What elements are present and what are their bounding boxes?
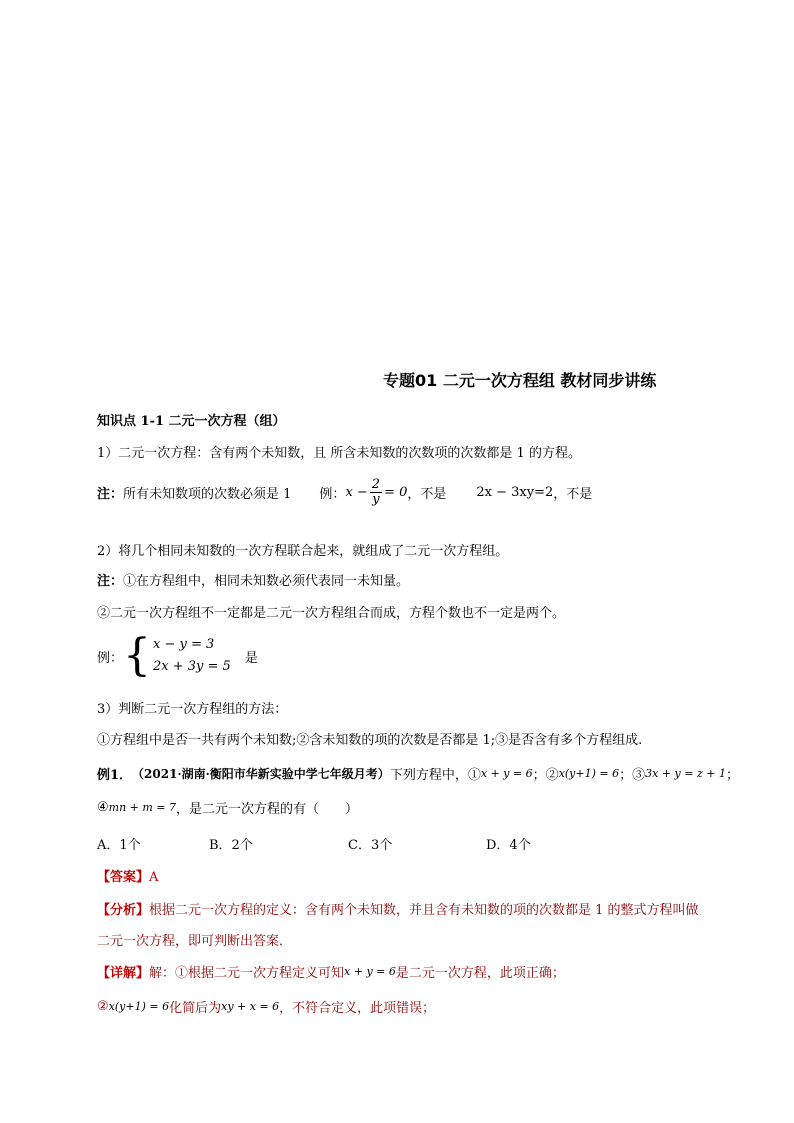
detail-line2-b: 化简后为 <box>169 1001 222 1016</box>
option-a: A．1个 <box>97 838 141 853</box>
detail-line1-a: 解：①根据二元一次方程定义可知 <box>149 966 345 981</box>
analysis-line1 <box>97 899 699 918</box>
note-2-prefix: 注： <box>97 574 124 589</box>
example-1-mid1: ；② <box>532 768 559 783</box>
left-brace-icon: { <box>123 630 152 681</box>
example-system-suffix: 是 <box>244 650 258 666</box>
note-2b: ②二元一次方程组不一定都是二元一次方程组合而成，方程个数也不一定是两个。 <box>97 606 566 621</box>
detail-line2-c: ，不符合定义，此项错误； <box>279 1001 436 1016</box>
detail-line1-b: 是二元一次方程，此项正确； <box>395 966 565 981</box>
analysis-line2: 二元一次方程，即可判断出答案． <box>97 934 293 949</box>
system-eq1: x − y = 3 <box>153 637 215 652</box>
definition-1: 1）二元一次方程：含有两个未知数，且 所含未知数的次数项的次数都是 1 的方程。 <box>97 446 581 461</box>
example-1-label: 例1． <box>97 768 133 783</box>
note-1-prefix: 注： <box>97 487 124 502</box>
option-c: C．3个 <box>348 838 393 853</box>
example-1-line2-prefix: ④ <box>97 800 109 815</box>
example-1-mid2: ；③ <box>619 768 646 783</box>
option-d: D．4个 <box>486 838 531 853</box>
detail-label: 【详解】 <box>97 966 150 981</box>
example-1-eq4: mn + m = 7 <box>108 801 177 814</box>
note-1 <box>97 478 592 507</box>
example-1-line1 <box>97 764 739 783</box>
analysis-text-1: 根据二元一次方程的定义：含有两个未知数，并且含有未知数的项的次数都是 1 的整式方程叫做 <box>149 903 699 918</box>
answer-label: 【答案】 <box>97 870 150 885</box>
note-1-expr1-left: x − <box>345 485 368 500</box>
example-1-eq1: x + y = 6 <box>480 767 533 780</box>
example-1-source: （2021·湖南·衡阳市华新实验中学七年级月考） <box>132 767 390 781</box>
fraction-numerator: 2 <box>371 477 381 492</box>
note-2-text: ①在方程组中，相同未知数必须代表同一未知量。 <box>123 574 410 589</box>
note-1-text: 所有未知数项的次数必须是 1 <box>123 487 292 502</box>
example-system-label: 例： <box>97 650 124 666</box>
note-1-expr2: 2x − 3xy=2 <box>476 485 554 500</box>
note-1-fraction <box>370 478 382 507</box>
note-1-sep2: ，不是 <box>553 487 593 502</box>
detail-line2-eq1: x(y+1) = 6 <box>108 1000 170 1013</box>
detail-line2-eq2: xy + x = 6 <box>221 1000 280 1013</box>
equation-stack <box>153 634 231 678</box>
example-1-eq3: 3x + y = z + 1 <box>645 767 726 780</box>
answer <box>97 866 158 885</box>
option-b: B．2个 <box>209 838 253 853</box>
note-1-example-label: 例： <box>319 487 346 502</box>
page-title: 专题01 二元一次方程组 教材同步讲练 <box>383 371 657 390</box>
definition-3-detail: ①方程组中是否一共有两个未知数;②含未知数的项的次数是否都是 1;③是否含有多个方程组成. <box>97 733 643 748</box>
section-heading: 知识点 1-1 二元一次方程（组） <box>97 414 286 429</box>
analysis-label: 【分析】 <box>97 903 150 918</box>
fraction-denominator: y <box>372 492 380 507</box>
example-1-end1: ； <box>725 768 739 783</box>
definition-3: 3）判断二元一次方程组的方法： <box>97 702 288 717</box>
example-1-lead: 下列方程中，① <box>389 768 481 783</box>
answer-value: A <box>149 870 159 885</box>
detail-line2 <box>97 997 435 1016</box>
detail-line1 <box>97 962 565 981</box>
example-1-line2 <box>97 798 358 817</box>
example-system <box>97 630 258 681</box>
definition-2: 2）将几个相同未知数的一次方程联合起来，就组成了二元一次方程组。 <box>97 544 509 559</box>
note-2 <box>97 570 409 589</box>
note-1-expr1-right: = 0 <box>384 485 408 500</box>
note-1-sep1: ，不是 <box>407 487 447 502</box>
detail-line1-eq: x + y = 6 <box>344 965 396 978</box>
detail-line2-a: ② <box>97 999 109 1014</box>
system-eq2: 2x + 3y = 5 <box>153 659 231 674</box>
example-1-line2-suffix: ，是二元一次方程的有（ ） <box>176 802 359 817</box>
example-1-eq2: x(y+1) = 6 <box>558 767 620 780</box>
